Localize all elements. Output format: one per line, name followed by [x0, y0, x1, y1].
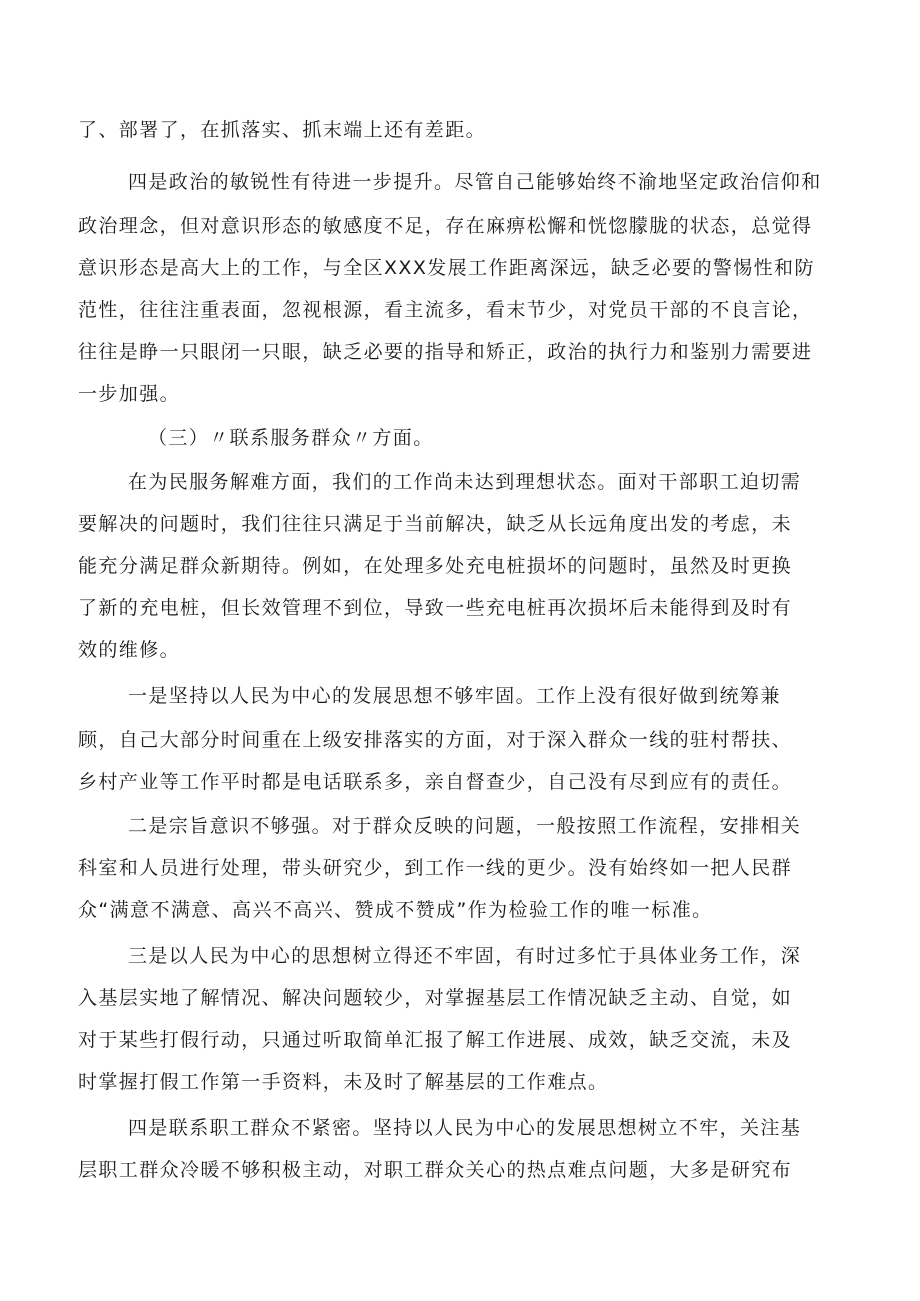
text-line: 了新的充电桩，但长效管理不到位，导致一些充电桩再次损坏后未能得到及时有	[78, 597, 793, 619]
text-line: 一是坚持以人民为中心的发展思想不够牢固。工作上没有很好做到统筹兼	[128, 685, 781, 707]
text-line: 对于某些打假行动，只通过听取简单汇报了解工作进展、成效，缺乏交流，未及	[78, 1029, 793, 1051]
text-line: 范性，往往注重表面，忽视根源，看主流多，看末节少，对党员干部的不良言论，	[78, 299, 813, 321]
text-line: 层职工群众冷暖不够积极主动，对职工群众关心的热点难点问题，大多是研究布	[78, 1159, 793, 1181]
text-line: 科室和人员进行处理，带头研究少，到工作一线的更少。没有始终如一把人民群	[78, 857, 793, 879]
text-line: 一步加强。	[78, 383, 181, 405]
text-line: 三是以人民为中心的思想树立得还不牢固，有时过多忙于具体业务工作，深	[128, 945, 802, 967]
text-line: 乡村产业等工作平时都是电话联系多，亲自督查少，自己没有尽到应有的责任。	[78, 771, 793, 793]
text-line: 要解决的问题时，我们往往只满足于当前解决，缺乏从长远角度出发的考虑，未	[78, 513, 793, 535]
text-line: 意识形态是高大上的工作，与全区XXX发展工作距离深远，缺乏必要的警惕性和防	[78, 257, 815, 279]
text-line: 往往是睁一只眼闭一只眼，缺乏必要的指导和矫正，政治的执行力和鉴别力需要进	[78, 341, 813, 363]
text-line: 能充分满足群众新期待。例如，在处理多处充电桩损坏的问题时，虽然及时更换	[78, 555, 793, 577]
section-heading: （三）〃联系服务群众〃方面。	[148, 427, 434, 449]
text-line: 四是政治的敏锐性有待进一步提升。尽管自己能够始终不渝地坚定政治信仰和	[128, 171, 822, 193]
text-line: 在为民服务解难方面，我们的工作尚未达到理想状态。面对干部职工迫切需	[128, 471, 802, 493]
text-line: 时掌握打假工作第一手资料，未及时了解基层的工作难点。	[78, 1071, 609, 1093]
text-line: 政治理念，但对意识形态的敏感度不足，存在麻痹松懈和恍惚朦胧的状态，总觉得	[78, 215, 813, 237]
text-line: 了、部署了，在抓落实、抓末端上还有差距。	[78, 119, 487, 141]
text-line: 效的维修。	[78, 639, 181, 661]
text-line: 四是联系职工群众不紧密。坚持以人民为中心的发展思想树立不牢，关注基	[128, 1117, 802, 1139]
text-line: 众“满意不满意、高兴不高兴、赞成不赞成”作为检验工作的唯一标准。	[78, 899, 713, 921]
text-line: 顾，自己大部分时间重在上级安排落实的方面，对于深入群众一线的驻村帮扶、	[78, 729, 793, 751]
text-line: 二是宗旨意识不够强。对于群众反映的问题，一般按照工作流程，安排相关	[128, 815, 802, 837]
text-line: 入基层实地了解情况、解决问题较少，对掌握基层工作情况缺乏主动、自觉，如	[78, 987, 793, 1009]
